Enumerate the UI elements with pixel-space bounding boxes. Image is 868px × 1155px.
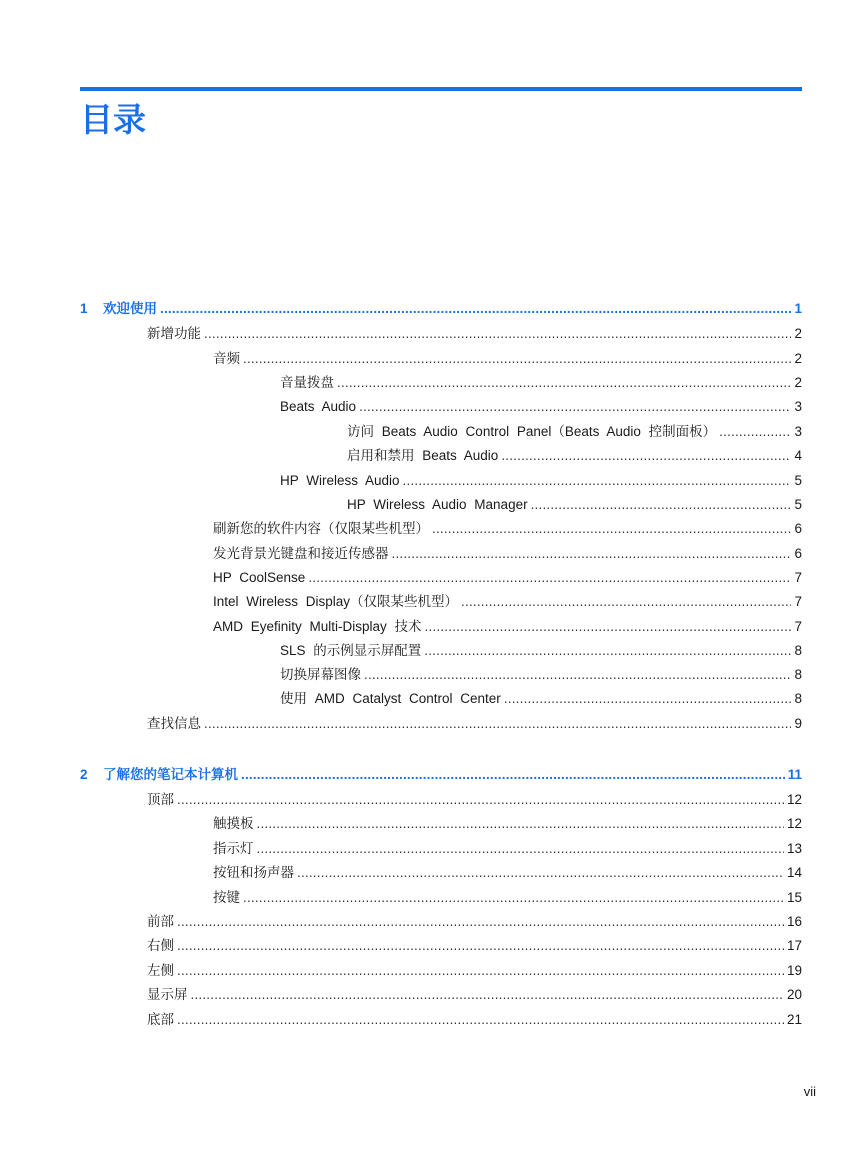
- toc-dot-leader: [359, 398, 791, 416]
- toc-entry-label: 新增功能: [147, 326, 201, 341]
- toc-dot-leader: [204, 325, 791, 343]
- toc-dot-leader: [719, 423, 791, 441]
- toc-dot-leader: [257, 815, 784, 833]
- toc-dot-leader: [241, 766, 785, 784]
- toc-entry[interactable]: [147, 913, 802, 931]
- toc-dot-leader: [243, 889, 784, 907]
- toc-entry[interactable]: [280, 374, 802, 392]
- toc-dot-leader: [204, 715, 791, 733]
- toc-entry[interactable]: [213, 593, 802, 611]
- toc-entry-label: 触摸板: [213, 816, 254, 831]
- toc-entry-label: 查找信息: [147, 716, 201, 731]
- toc-entry-label: HP Wireless Audio: [280, 473, 400, 488]
- toc-entry-label: 显示屏: [147, 987, 188, 1002]
- toc-dot-leader: [501, 447, 791, 465]
- toc-dot-leader: [257, 840, 784, 858]
- toc-page-number: 17: [786, 938, 802, 953]
- toc-page-number: 16: [786, 914, 802, 929]
- toc-entry[interactable]: [213, 545, 802, 563]
- toc-entry-label: 访问 Beats Audio Control Panel（Beats Audio 控制面板）: [347, 424, 717, 439]
- toc-dot-leader: [177, 1011, 784, 1029]
- toc-entry[interactable]: [213, 840, 802, 858]
- toc-chapter-entry[interactable]: [80, 300, 802, 318]
- toc-page-number: 2: [794, 351, 802, 366]
- toc-page-number: 7: [794, 594, 802, 609]
- toc-entry[interactable]: [347, 447, 802, 465]
- toc-page-number: 5: [794, 473, 802, 488]
- toc-entry-label: HP Wireless Audio Manager: [347, 497, 528, 512]
- toc-dot-leader: [425, 618, 792, 636]
- toc-entry[interactable]: [280, 398, 802, 416]
- toc-page-number: 13: [786, 841, 802, 856]
- toc-page-number: 6: [794, 521, 802, 536]
- toc-page-number: 14: [786, 865, 802, 880]
- toc-entry-label: 了解您的笔记本计算机: [103, 767, 238, 782]
- toc-entry-label: 切换屏幕图像: [280, 667, 361, 682]
- toc-entry[interactable]: [147, 986, 802, 1004]
- toc-entry[interactable]: [347, 423, 802, 441]
- toc-page-number: 8: [794, 691, 802, 706]
- toc-entry[interactable]: [147, 1011, 802, 1029]
- toc-entry-label: 指示灯: [213, 841, 254, 856]
- toc-dot-leader: [177, 791, 784, 809]
- toc-dot-leader: [403, 472, 792, 490]
- toc-page-number: 7: [794, 619, 802, 634]
- toc-entry[interactable]: [280, 472, 802, 490]
- toc-chapter-entry[interactable]: [80, 766, 802, 784]
- toc-page-number: 5: [794, 497, 802, 512]
- toc-entry[interactable]: [147, 791, 802, 809]
- title-rule: [80, 87, 802, 91]
- toc-entry-label: 底部: [147, 1012, 174, 1027]
- toc-page-number: 19: [786, 963, 802, 978]
- toc-entry[interactable]: [213, 889, 802, 907]
- toc-dot-leader: [177, 937, 784, 955]
- toc-chapter-number: 2: [80, 767, 88, 782]
- toc-page-number: 15: [786, 890, 802, 905]
- toc-dot-leader: [364, 666, 791, 684]
- toc-entry[interactable]: [347, 496, 802, 514]
- toc-dot-leader: [177, 913, 784, 931]
- toc-entry-label: 启用和禁用 Beats Audio: [347, 448, 499, 463]
- toc-entry-label: 按键: [213, 890, 240, 905]
- toc-entry-label: 前部: [147, 914, 174, 929]
- toc-entry[interactable]: [213, 350, 802, 368]
- toc-dot-leader: [297, 864, 784, 882]
- toc-page-number: 3: [794, 399, 802, 414]
- toc-page-number: 20: [786, 987, 802, 1002]
- toc-dot-leader: [424, 642, 791, 660]
- toc-page-number: 12: [786, 792, 802, 807]
- toc-entry-label: 右侧: [147, 938, 174, 953]
- toc-entry[interactable]: [147, 937, 802, 955]
- toc-page-number: 6: [794, 546, 802, 561]
- toc-entry[interactable]: [147, 715, 802, 733]
- toc-dot-leader: [191, 986, 784, 1004]
- toc-dot-leader: [160, 300, 791, 318]
- toc-entry[interactable]: [280, 690, 802, 708]
- page-number: vii: [803, 1084, 816, 1099]
- toc-dot-leader: [392, 545, 792, 563]
- toc-page-number: 2: [794, 375, 802, 390]
- toc-entry[interactable]: [213, 569, 802, 587]
- toc-entry-label: SLS 的示例显示屏配置: [280, 643, 422, 658]
- toc-dot-leader: [243, 350, 791, 368]
- toc-page-number: 9: [794, 716, 802, 731]
- toc-entry-label: HP CoolSense: [213, 570, 306, 585]
- toc-dot-leader: [531, 496, 792, 514]
- toc-entry-label: 顶部: [147, 792, 174, 807]
- toc-page-number: 3: [794, 424, 802, 439]
- toc-entry-label: 使用 AMD Catalyst Control Center: [280, 691, 501, 706]
- toc-entry[interactable]: [280, 666, 802, 684]
- toc-entry[interactable]: [213, 520, 802, 538]
- toc-entry[interactable]: [213, 815, 802, 833]
- toc-entry-label: 发光背景光键盘和接近传感器: [213, 546, 389, 561]
- toc-dot-leader: [308, 569, 791, 587]
- toc-page-number: 8: [794, 643, 802, 658]
- toc-entry-label: Beats Audio: [280, 399, 357, 414]
- toc-page-number: 4: [794, 448, 802, 463]
- toc-dot-leader: [461, 593, 791, 611]
- toc-entry[interactable]: [213, 864, 802, 882]
- toc-page-number: 21: [786, 1012, 802, 1027]
- toc-entry-label: Intel Wireless Display（仅限某些机型）: [213, 594, 459, 609]
- toc-page-number: 11: [787, 767, 802, 782]
- toc-page-number: 12: [786, 816, 802, 831]
- toc-dot-leader: [504, 690, 792, 708]
- toc-chapter-number: 1: [80, 301, 88, 316]
- toc-page-number: 8: [794, 667, 802, 682]
- toc-dot-leader: [177, 962, 784, 980]
- toc-entry-label: 音量拨盘: [280, 375, 334, 390]
- toc-page-number: 7: [794, 570, 802, 585]
- toc-entry-label: 刷新您的软件内容（仅限某些机型）: [213, 521, 429, 536]
- toc-page-number: 1: [794, 301, 802, 316]
- toc-dot-leader: [432, 520, 791, 538]
- toc-page-number: 2: [794, 326, 802, 341]
- toc-entry-label: 按钮和扬声器: [213, 865, 294, 880]
- toc-entry-label: AMD Eyefinity Multi-Display 技术: [213, 619, 422, 634]
- toc-entry[interactable]: [280, 642, 802, 660]
- toc-entry[interactable]: [147, 325, 802, 343]
- toc-entry-label: 欢迎使用: [103, 301, 157, 316]
- toc-entry-label: 左侧: [147, 963, 174, 978]
- toc-entry-label: 音频: [213, 351, 240, 366]
- page-title: 目录: [80, 101, 146, 138]
- toc-entry[interactable]: [213, 618, 802, 636]
- toc-dot-leader: [337, 374, 791, 392]
- toc-entry[interactable]: [147, 962, 802, 980]
